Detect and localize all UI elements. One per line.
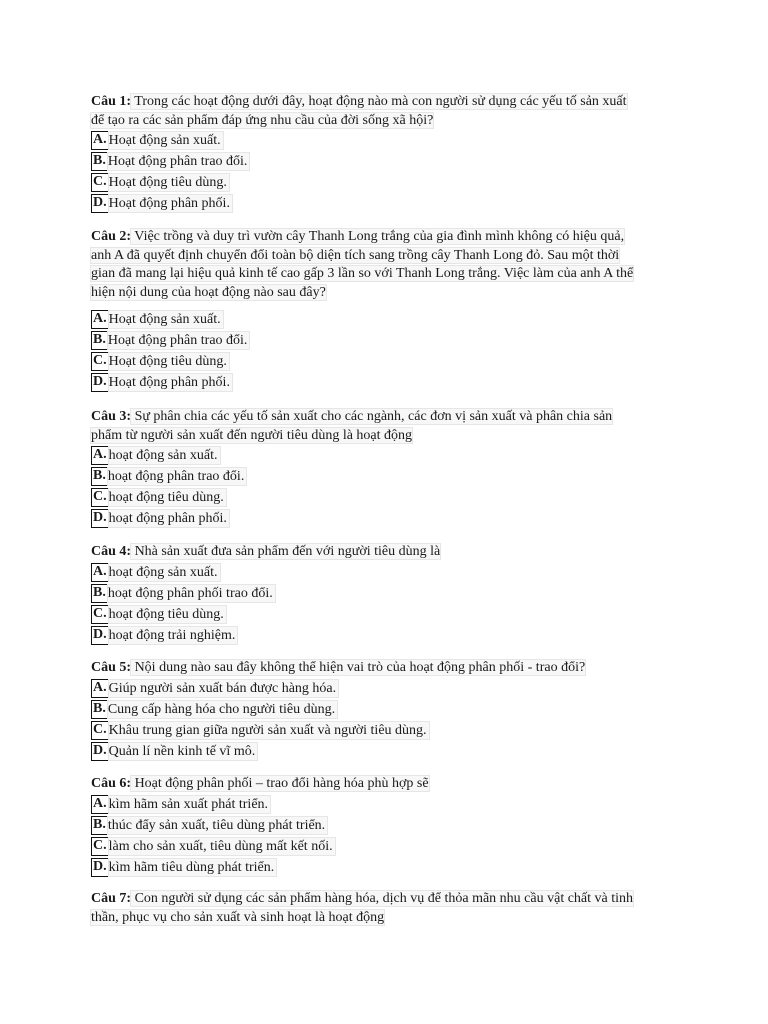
- option-letter: D.: [91, 509, 109, 528]
- option-text: Cung cấp hàng hóa cho người tiêu dùng.: [107, 701, 336, 717]
- stem-line: phẩm từ người sản xuất đến người tiêu dùng là hoạt động: [91, 427, 413, 443]
- option-letter: C.: [91, 352, 109, 371]
- option-a[interactable]: [91, 795, 681, 815]
- option-letter: C.: [91, 488, 109, 507]
- question-label: Câu 6:: [91, 776, 132, 791]
- option-a[interactable]: [91, 131, 681, 151]
- question-3: [91, 408, 681, 530]
- stem-line: gian đã mang lại hiệu quả kinh tế cao gấp 3 lần so với Thanh Long trắng. Việc làm của anh A thể: [91, 266, 634, 281]
- option-d[interactable]: [91, 626, 681, 646]
- question-stem: [91, 543, 681, 562]
- option-letter: A.: [91, 679, 109, 698]
- option-letter: B.: [91, 467, 108, 486]
- option-text: hoạt động sản xuất.: [108, 564, 218, 580]
- option-letter: D.: [91, 626, 109, 645]
- option-letter: B.: [91, 584, 108, 603]
- question-label: Câu 3:: [91, 409, 132, 424]
- option-text: Hoạt động phân trao đổi.: [107, 154, 248, 169]
- question-4: [91, 543, 681, 647]
- option-text: làm cho sản xuất, tiêu dùng mất kết nối.: [108, 838, 333, 854]
- option-c[interactable]: [91, 721, 681, 741]
- option-text: Hoạt động phân phối.: [108, 196, 230, 211]
- option-text: Giúp người sản xuất bán được hàng hóa.: [108, 680, 337, 696]
- stem-line: để tạo ra các sản phẩm đáp ứng nhu cầu của đời sống xã hội?: [91, 112, 434, 128]
- option-text: hoạt động tiêu dùng.: [108, 606, 224, 622]
- option-letter: A.: [91, 563, 109, 582]
- stem-line: Nhà sản xuất đưa sản phẩm đến với người tiêu dùng là: [131, 544, 441, 559]
- option-d[interactable]: [91, 194, 681, 214]
- stem-line: anh A đã quyết định chuyển đổi toàn bộ diện tích sang trồng cây Thanh Long đỏ. Sau một thời: [91, 247, 620, 263]
- option-letter: C.: [91, 173, 109, 192]
- stem-line: Con người sử dụng các sản phẩm hàng hóa, dịch vụ để thỏa mãn nhu cầu vật chất và tinh: [131, 891, 634, 906]
- option-a[interactable]: [91, 446, 681, 466]
- option-text: Hoạt động phân phối.: [108, 375, 230, 390]
- option-letter: C.: [91, 837, 109, 856]
- option-letter: A.: [91, 131, 109, 150]
- option-letter: A.: [91, 446, 109, 465]
- option-b[interactable]: [91, 700, 681, 720]
- option-text: Hoạt động tiêu dùng.: [108, 354, 227, 369]
- option-text: hoạt động trải nghiệm.: [108, 627, 236, 643]
- question-5: [91, 659, 681, 763]
- option-c[interactable]: [91, 488, 681, 508]
- question-label: Câu 7:: [91, 891, 132, 906]
- option-letter: A.: [91, 795, 109, 814]
- question-1: [91, 93, 681, 215]
- stem-line: Việc trồng và duy trì vườn cây Thanh Long trắng của gia đình mình không có hiệu quả,: [131, 229, 625, 244]
- question-label: Câu 5:: [91, 660, 132, 675]
- question-stem: [91, 775, 681, 794]
- option-d[interactable]: [91, 858, 681, 878]
- option-letter: D.: [91, 742, 109, 761]
- stem-line: Nội dung nào sau đây không thể hiện vai trò của hoạt động phân phối - trao đổi?: [131, 660, 586, 675]
- option-text: hoạt động sản xuất.: [108, 448, 218, 463]
- option-b[interactable]: [91, 467, 681, 487]
- option-letter: B.: [91, 700, 108, 719]
- option-c[interactable]: [91, 837, 681, 857]
- option-letter: C.: [91, 605, 109, 624]
- option-d[interactable]: [91, 373, 681, 393]
- option-c[interactable]: [91, 605, 681, 625]
- stem-line: Hoạt động phân phối – trao đổi hàng hóa phù hợp sẽ: [131, 776, 429, 791]
- option-b[interactable]: [91, 331, 681, 351]
- question-stem: [91, 659, 681, 678]
- option-text: thúc đẩy sản xuất, tiêu dùng phát triển.: [107, 817, 326, 833]
- option-text: kìm hãm sản xuất phát triển.: [108, 796, 269, 812]
- option-text: hoạt động tiêu dùng.: [108, 490, 224, 505]
- question-label: Câu 4:: [91, 544, 132, 559]
- option-a[interactable]: [91, 563, 681, 583]
- option-letter: B.: [91, 331, 108, 350]
- option-letter: B.: [91, 816, 108, 835]
- stem-line: Trong các hoạt động dưới đây, hoạt động nào mà con người sử dụng các yếu tố sản xuất: [131, 94, 627, 109]
- question-7: [91, 890, 681, 928]
- option-text: hoạt động phân phối.: [108, 511, 227, 526]
- option-d[interactable]: [91, 742, 681, 762]
- option-c[interactable]: [91, 173, 681, 193]
- option-text: Khâu trung gian giữa người sản xuất và người tiêu dùng.: [108, 722, 427, 738]
- option-text: Hoạt động sản xuất.: [108, 133, 221, 148]
- stem-line: thần, phục vụ cho sản xuất và sinh hoạt là hoạt động: [91, 909, 385, 925]
- option-b[interactable]: [91, 584, 681, 604]
- option-c[interactable]: [91, 352, 681, 372]
- option-d[interactable]: [91, 509, 681, 529]
- stem-line: Sự phân chia các yếu tố sản xuất cho các ngành, các đơn vị sản xuất và phân chia sản: [131, 409, 613, 424]
- option-text: Quản lí nền kinh tế vĩ mô.: [108, 743, 256, 759]
- option-text: hoạt động phân phối trao đổi.: [107, 585, 273, 601]
- question-stem: [91, 93, 681, 130]
- option-text: Hoạt động tiêu dùng.: [108, 175, 227, 190]
- option-letter: B.: [91, 152, 108, 171]
- question-label: Câu 2:: [91, 229, 132, 244]
- question-2: [91, 228, 681, 394]
- option-letter: D.: [91, 194, 109, 213]
- question-stem: [91, 408, 681, 445]
- question-label: Câu 1:: [91, 94, 132, 109]
- option-letter: A.: [91, 310, 109, 329]
- option-letter: C.: [91, 721, 109, 740]
- question-6: [91, 775, 681, 879]
- stem-line: hiện nội dung của hoạt động nào sau đây?: [91, 284, 326, 300]
- option-text: Hoạt động sản xuất.: [108, 312, 221, 327]
- option-letter: D.: [91, 858, 109, 877]
- option-b[interactable]: [91, 816, 681, 836]
- option-text: kìm hãm tiêu dùng phát triển.: [108, 859, 275, 875]
- question-stem: [91, 890, 681, 927]
- option-b[interactable]: [91, 152, 681, 172]
- question-stem: [91, 228, 681, 302]
- option-text: hoạt động phân trao đổi.: [107, 469, 245, 484]
- option-letter: D.: [91, 373, 109, 392]
- option-text: Hoạt động phân trao đổi.: [107, 333, 248, 348]
- option-a[interactable]: [91, 310, 681, 330]
- option-a[interactable]: [91, 679, 681, 699]
